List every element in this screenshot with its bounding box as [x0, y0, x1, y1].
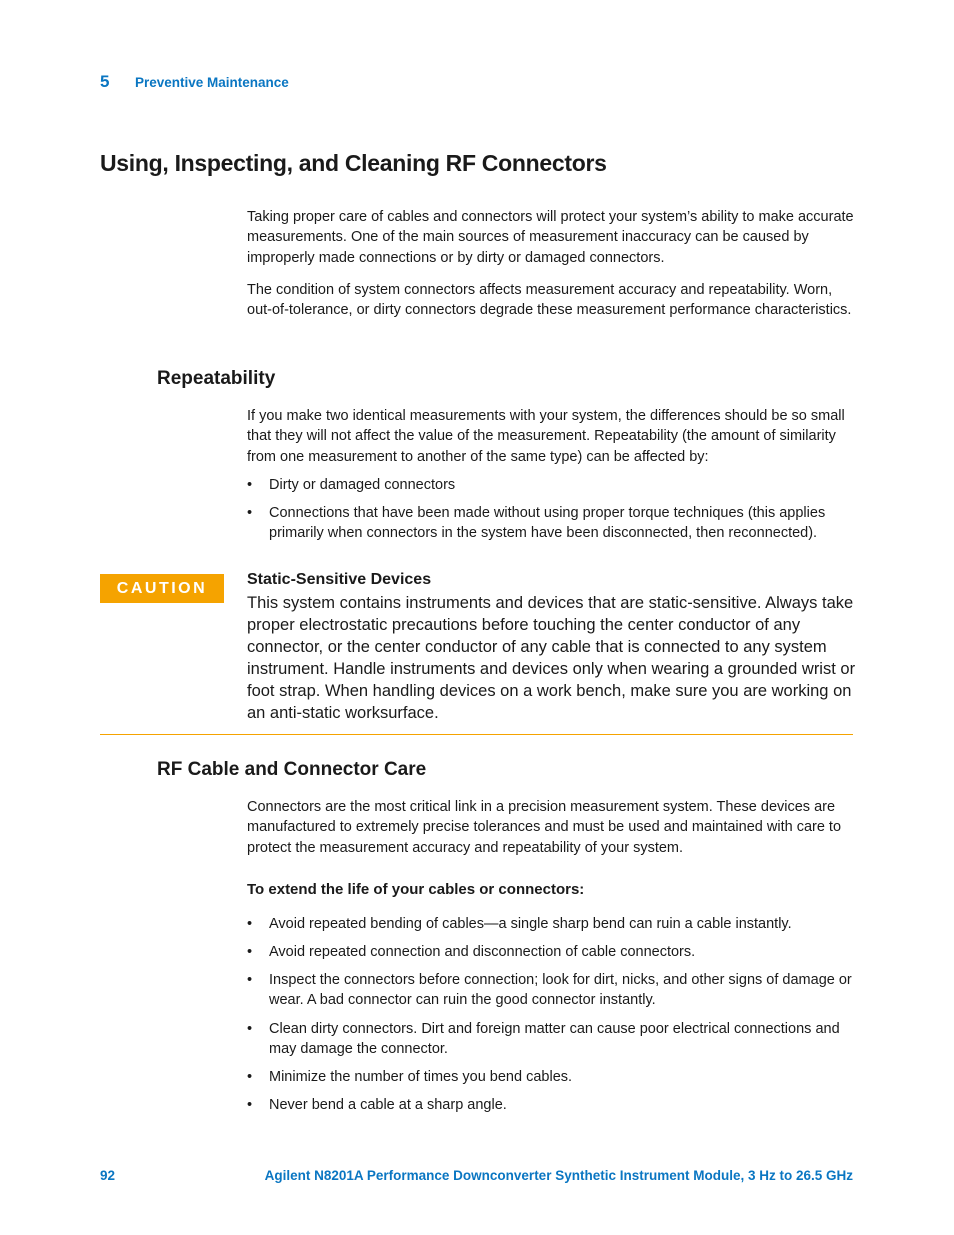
bullet-icon: •	[247, 477, 253, 493]
list-item	[247, 475, 857, 495]
list-item-text: Never bend a cable at a sharp angle.	[269, 1097, 507, 1113]
list-item-text: Inspect the connectors before connection; look for dirt, nicks, and other signs of damage or wear. A bad connector can ruin the good connector instantly.	[269, 972, 852, 1009]
section-title: Using, Inspecting, and Cleaning RF Connectors	[100, 150, 607, 176]
document-title: Agilent N8201A Performance Downconverter Synthetic Instrument Module, 3 Hz to 26.5 GHz	[264, 1168, 853, 1183]
list-item-text: Avoid repeated connection and disconnection of cable connectors.	[269, 944, 696, 960]
list-item-text: Clean dirty connectors. Dirt and foreign matter can cause poor electrical connections and may damage the connector.	[269, 1021, 840, 1058]
caution-body: This system contains instruments and devices that are static-sensitive. Always take proper electrostatic precautions before touching the center conductor of any connector, or the center conductor of any cable that is connected to any system instrument. Handle instruments and devices only when wearing a grounded wrist or foot strap. When handling devices on a work bench, make sure you are working on an anti-static worksurface.	[247, 594, 856, 722]
caution-divider	[100, 734, 853, 735]
list-item-text: Minimize the number of times you bend cables.	[269, 1069, 573, 1085]
list-item	[247, 914, 857, 934]
bullet-icon: •	[247, 916, 253, 932]
list-item	[247, 1019, 857, 1060]
bullet-icon: •	[247, 505, 253, 521]
bullet-icon: •	[247, 1021, 253, 1037]
intro-paragraph-2: The condition of system connectors affects measurement accuracy and repeatability. Worn, out-of-tolerance, or dirty connectors degrade these measurement performance characteristics.	[247, 282, 852, 319]
rf-care-heading: RF Cable and Connector Care	[157, 759, 427, 780]
rf-care-paragraph: Connectors are the most critical link in a precision measurement system. These devices are manufactured to extremely precise tolerances and must be used and maintained with care to protect the measurement accuracy and repeatability of your system.	[247, 799, 842, 856]
chapter-number: 5	[100, 72, 110, 91]
intro-paragraph-1: Taking proper care of cables and connectors will protect your system’s ability to make accurate measurements. One of the main sources of measurement inaccuracy can be caused by improperly made connections or by dirty or damaged connectors.	[247, 209, 854, 266]
list-item	[247, 942, 857, 962]
list-item	[247, 970, 857, 1011]
bullet-icon: •	[247, 944, 253, 960]
list-item	[247, 1095, 857, 1115]
bullet-icon: •	[247, 1069, 253, 1085]
caution-badge: CAUTION	[100, 574, 224, 603]
page-number: 92	[100, 1168, 116, 1183]
list-item	[247, 503, 857, 544]
list-item-text: Connections that have been made without using proper torque techniques (this applies primarily when connectors in the system have been disconnected, then reconnected).	[269, 505, 826, 542]
rf-care-subheading: To extend the life of your cables or connectors:	[247, 881, 585, 898]
list-item-text: Dirty or damaged connectors	[269, 477, 456, 493]
repeatability-heading: Repeatability	[157, 368, 276, 389]
bullet-icon: •	[247, 972, 253, 988]
caution-heading: Static-Sensitive Devices	[247, 571, 432, 588]
list-item-text: Avoid repeated bending of cables—a single sharp bend can ruin a cable instantly.	[269, 916, 792, 932]
repeatability-paragraph: If you make two identical measurements with your system, the differences should be so small that they will not affect the value of the measurement. Repeatability (the amount of similarity from one measurement to another of the same type) can be affected by:	[247, 408, 845, 465]
bullet-icon: •	[247, 1097, 253, 1113]
chapter-title: Preventive Maintenance	[135, 75, 289, 90]
list-item	[247, 1067, 857, 1087]
